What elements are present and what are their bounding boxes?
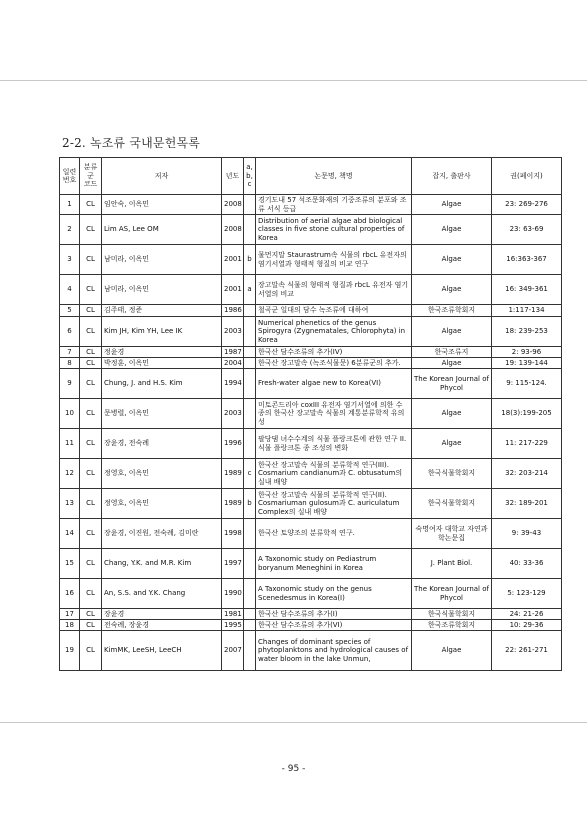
year-cell: 1996 [222,429,244,459]
table-header-row [60,158,562,195]
table-row [60,369,562,399]
journal-cell: Algae [412,195,492,215]
row-number-cell: 15 [60,549,80,579]
table-row [60,347,562,358]
year-cell: 1986 [222,305,244,317]
abc-marker-cell: b [244,489,256,519]
title-cell: Distribution of aerial algae abd biological classes in five stone cultural properties of Korea [256,215,412,245]
abc-marker-cell [244,429,256,459]
abc-marker-cell [244,195,256,215]
author-cell: 남미라, 이옥민 [102,275,222,305]
abc-marker-cell [244,609,256,620]
journal-cell: 한국조류학회지 [412,305,492,317]
page-number: - 95 - [281,764,306,774]
abc-marker-cell [244,317,256,347]
journal-cell: Algae [412,631,492,671]
journal-cell: Algae [412,275,492,305]
taxon-code-cell: CL [80,549,102,579]
author-cell: Chung, J. and H.S. Kim [102,369,222,399]
title-cell: Changes of dominant species of phytoplanktons and hydrological causes of water bloom in the lake Unmun, [256,631,412,671]
abc-marker-cell: b [244,245,256,275]
journal-cell: 한국조류지 [412,347,492,358]
row-number-cell: 5 [60,305,80,317]
row-number-cell: 10 [60,399,80,429]
row-number-cell: 13 [60,489,80,519]
table-row [60,195,562,215]
bottom-rule [0,722,587,723]
title-cell: Fresh-water algae new to Korea(VI) [256,369,412,399]
year-cell: 1998 [222,519,244,549]
title-cell: 한국산 장고말속 식물의 분류학적 연구(III). Cosmarium candianum과 C. obtusatum의 실내 배양 [256,459,412,489]
abc-marker-cell [244,549,256,579]
title-cell: 한국산 장고말속 (녹조식물문) 6분류군의 추가. [256,358,412,369]
row-number-cell: 7 [60,347,80,358]
taxon-code-cell: CL [80,579,102,609]
year-cell: 1997 [222,549,244,579]
author-cell: Chang, Y.K. and M.R. Kim [102,549,222,579]
table-row [60,609,562,620]
table-row [60,399,562,429]
author-cell: KimMK, LeeSH, LeeCH [102,631,222,671]
year-cell: 1981 [222,609,244,620]
taxon-code-cell: CL [80,305,102,317]
taxon-code-cell: CL [80,631,102,671]
header-no: 일련 번호 [60,158,80,195]
volume-pages-cell: 16: 349-361 [492,275,562,305]
author-cell: 임안숙, 이옥민 [102,195,222,215]
year-cell: 2001 [222,245,244,275]
volume-pages-cell: 19: 139-144 [492,358,562,369]
row-number-cell: 12 [60,459,80,489]
author-cell: 정윤경 [102,347,222,358]
table-row [60,358,562,369]
row-number-cell: 6 [60,317,80,347]
author-cell: An, S.S. and Y.K. Chang [102,579,222,609]
title-cell: A Taxonomic study on the genus Scenedesmus in Korea(I) [256,579,412,609]
table-row [60,579,562,609]
taxon-code-cell: CL [80,245,102,275]
volume-pages-cell: 23: 63-69 [492,215,562,245]
table-row [60,215,562,245]
title-cell: 팔당댐 녀수수계의 식물 플랑크톤에 관한 연구 II. 식물 플랑크톤 종 조성의 변화 [256,429,412,459]
volume-pages-cell: 2: 93-96 [492,347,562,358]
row-number-cell: 11 [60,429,80,459]
header-journal: 잡지, 출판사 [412,158,492,195]
abc-marker-cell [244,347,256,358]
top-rule [0,80,587,81]
volume-pages-cell: 22: 261-271 [492,631,562,671]
year-cell: 1987 [222,347,244,358]
journal-cell: Algae [412,358,492,369]
table-row [60,275,562,305]
taxon-code-cell: CL [80,317,102,347]
title-cell: 물먼지말 Staurastrum속 식물의 rbcL 유전자의 염기서열과 형태적 형질의 비교 연구 [256,245,412,275]
volume-pages-cell: 18: 239-253 [492,317,562,347]
abc-marker-cell [244,579,256,609]
author-cell: 장윤경, 전숙례 [102,429,222,459]
journal-cell: 한국식물학회지 [412,609,492,620]
author-cell: 정영호, 이옥민 [102,489,222,519]
journal-cell: 한국식물학회지 [412,459,492,489]
table-row [60,519,562,549]
abc-marker-cell [244,620,256,631]
title-cell: Numerical phenetics of the genus Spirogyra (Zygnematales, Chlorophyta) in Korea [256,317,412,347]
abc-marker-cell [244,631,256,671]
row-number-cell: 3 [60,245,80,275]
abc-marker-cell [244,369,256,399]
journal-cell: Algae [412,399,492,429]
abc-marker-cell [244,215,256,245]
journal-cell: Algae [412,245,492,275]
taxon-code-cell: CL [80,399,102,429]
journal-cell: The Korean Journal of Phycol [412,579,492,609]
journal-cell: Algae [412,215,492,245]
volume-pages-cell: 32: 203-214 [492,459,562,489]
taxon-code-cell: CL [80,195,102,215]
taxon-code-cell: CL [80,459,102,489]
header-code: 분류군 코드 [80,158,102,195]
year-cell: 2001 [222,275,244,305]
taxon-code-cell: CL [80,275,102,305]
row-number-cell: 2 [60,215,80,245]
taxon-code-cell: CL [80,369,102,399]
volume-pages-cell: 5: 123-129 [492,579,562,609]
table-row [60,489,562,519]
title-cell: 미토콘드리아 coxIII 유전자 염기서열에 의한 수 종의 한국산 장고말속 식물의 계통분류학적 유의성 [256,399,412,429]
journal-cell: Algae [412,429,492,459]
volume-pages-cell: 40: 33-36 [492,549,562,579]
journal-cell: 한국조류학회지 [412,620,492,631]
table-row [60,305,562,317]
volume-pages-cell: 16:363-367 [492,245,562,275]
table-row [60,549,562,579]
journal-cell: 숙명여자 대학교 자연과학논문집 [412,519,492,549]
author-cell: 장윤경 [102,609,222,620]
row-number-cell: 17 [60,609,80,620]
abc-marker-cell [244,519,256,549]
abc-marker-cell [244,358,256,369]
header-pages: 권(페이지) [492,158,562,195]
taxon-code-cell: CL [80,215,102,245]
taxon-code-cell: CL [80,429,102,459]
volume-pages-cell: 9: 39-43 [492,519,562,549]
taxon-code-cell: CL [80,347,102,358]
taxon-code-cell: CL [80,609,102,620]
year-cell: 2003 [222,399,244,429]
volume-pages-cell: 32: 189-201 [492,489,562,519]
taxon-code-cell: CL [80,519,102,549]
year-cell: 1989 [222,489,244,519]
table-row [60,317,562,347]
header-title: 논문명, 책명 [256,158,412,195]
year-cell: 2003 [222,317,244,347]
volume-pages-cell: 9: 115-124. [492,369,562,399]
author-cell: 박정훈, 이옥민 [102,358,222,369]
section-title: 2-2. 녹조류 국내문헌목록 [62,136,201,150]
abc-marker-cell [244,305,256,317]
title-cell: 한국산 담수조류의 추가(I) [256,609,412,620]
table-row [60,245,562,275]
journal-cell: The Korean Journal of Phycol [412,369,492,399]
table-row [60,459,562,489]
title-cell: A Taxonomic study on Pediastrum boryanum Meneghini in Korea [256,549,412,579]
volume-pages-cell: 18(3):199-205 [492,399,562,429]
row-number-cell: 14 [60,519,80,549]
abc-marker-cell: c [244,459,256,489]
taxon-code-cell: CL [80,358,102,369]
title-cell: 한국산 담수조류의 추가(IV) [256,347,412,358]
author-cell: Lim AS, Lee OM [102,215,222,245]
title-cell: 경기도내 57 석조문화재의 기중조류의 분포와 조류 서식 등급 [256,195,412,215]
year-cell: 1990 [222,579,244,609]
volume-pages-cell: 10: 29-36 [492,620,562,631]
taxon-code-cell: CL [80,489,102,519]
row-number-cell: 1 [60,195,80,215]
row-number-cell: 18 [60,620,80,631]
year-cell: 1995 [222,620,244,631]
year-cell: 2008 [222,195,244,215]
volume-pages-cell: 11: 217-229 [492,429,562,459]
row-number-cell: 16 [60,579,80,609]
header-abc: a, b, c [244,158,256,195]
row-number-cell: 4 [60,275,80,305]
bibliography-table [59,157,562,671]
author-cell: 전숙례, 장윤경 [102,620,222,631]
abc-marker-cell: a [244,275,256,305]
author-cell: 문병렬, 이옥민 [102,399,222,429]
title-cell: 장고말속 식물의 형태적 형질과 rbcL 유전자 염기 서열의 비교 [256,275,412,305]
journal-cell: J. Plant Biol. [412,549,492,579]
header-author: 저자 [102,158,222,195]
year-cell: 2007 [222,631,244,671]
abc-marker-cell [244,399,256,429]
volume-pages-cell: 23: 269-276 [492,195,562,215]
volume-pages-cell: 1:117-134 [492,305,562,317]
year-cell: 1989 [222,459,244,489]
title-cell: 철곡군 일대의 담수 녹조류에 대하여 [256,305,412,317]
author-cell: 남미라, 이옥민 [102,245,222,275]
journal-cell: 한국식물학회지 [412,489,492,519]
author-cell: Kim JH, Kim YH, Lee IK [102,317,222,347]
title-cell: 한국산 토양조의 분류학적 연구. [256,519,412,549]
header-year: 년도 [222,158,244,195]
volume-pages-cell: 24: 21-26 [492,609,562,620]
table-row [60,620,562,631]
row-number-cell: 19 [60,631,80,671]
row-number-cell: 9 [60,369,80,399]
author-cell: 장윤경, 이진원, 전숙례, 김미란 [102,519,222,549]
taxon-code-cell: CL [80,620,102,631]
title-cell: 한국산 담수조류의 추가(VI) [256,620,412,631]
author-cell: 김주태, 정준 [102,305,222,317]
year-cell: 2004 [222,358,244,369]
author-cell: 정영호, 이옥민 [102,459,222,489]
row-number-cell: 8 [60,358,80,369]
journal-cell: Algae [412,317,492,347]
table-row [60,631,562,671]
year-cell: 2008 [222,215,244,245]
table-row [60,429,562,459]
title-cell: 한국산 장고말속 식물의 분류학적 연구(II). Cosmariuman gulosum과 C. auriculatum Complex의 실내 배양 [256,489,412,519]
year-cell: 1994 [222,369,244,399]
